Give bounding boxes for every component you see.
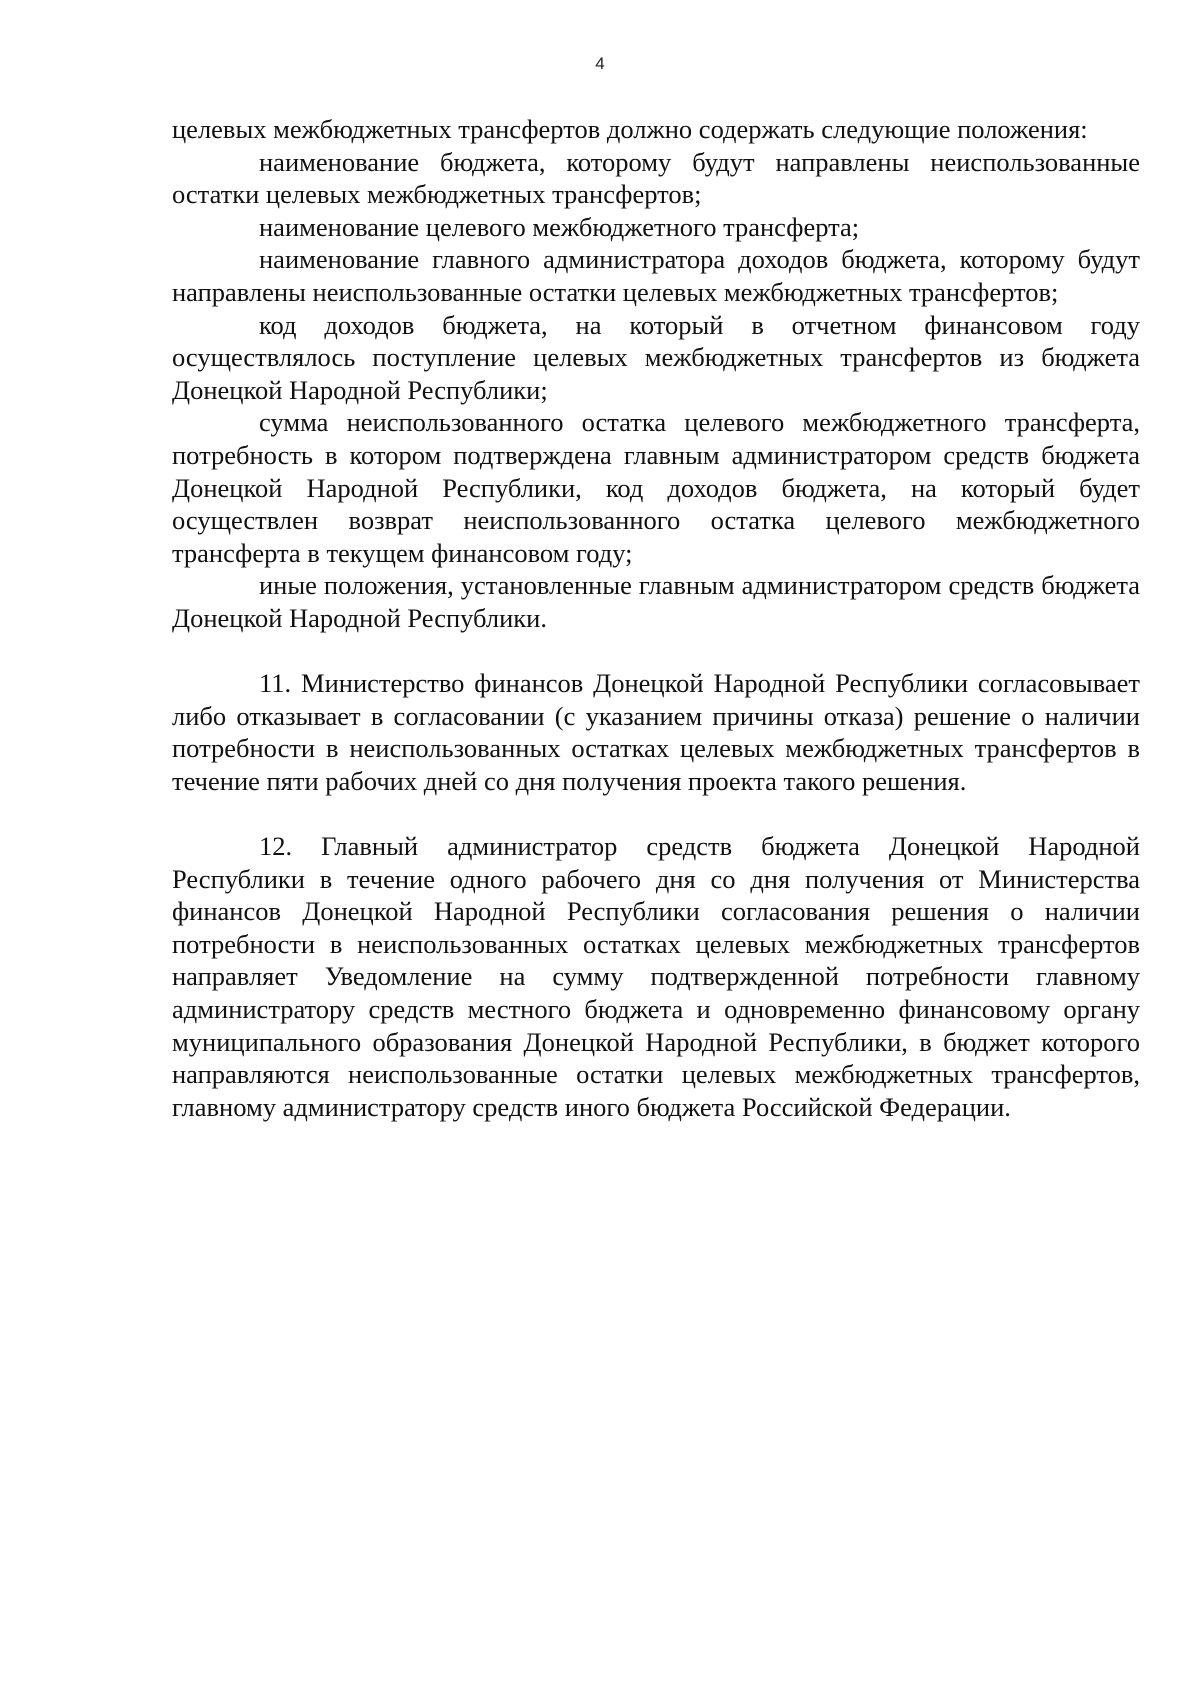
paragraph-item-income-code: код доходов бюджета, на который в отчетном финансовом году осуществлялось поступление целевых межбюджетных трансфертов из бюджета Донецкой Народной Республики;: [172, 309, 1140, 405]
paragraph-item-transfer-name: наименование целевого межбюджетного трансферта;: [259, 211, 860, 242]
paragraph-item-administrator-name: наименование главного администратора доходов бюджета, которому будут направлены неиспользованные остатки целевых межбюджетных трансфертов;: [172, 244, 1140, 307]
paragraph-item-budget-name: наименование бюджета, которому будут направлены неиспользованные остатки целевых межбюджетных трансфертов;: [172, 146, 1140, 210]
paragraph-clause-11: 11. Министерство финансов Донецкой Народной Республики согласовывает либо отказывает в согласовании (с указанием причины отказа) решение о наличии потребности в неиспользованных остатках целевых межбюджетных трансфертов в течение пяти рабочих дней со дня получения проекта такого решения.: [172, 668, 1140, 796]
page-number: 4: [595, 54, 605, 73]
paragraph-clause-12: 12. Главный администратор средств бюджета Донецкой Народной Республики в течение одного рабочего дня со дня получения от Министерства финансов Донецкой Народной Республики согласования решения о наличии потребности в неиспользованных остатках целевых межбюджетных трансфертов направляет Уведомление на сумму подтвержденной потребности главному администратору средств местного бюджета и одновременно финансовому органу муниципального образования Донецкой Народной Республики, в бюджет которого направляются неиспользованные остатки целевых межбюджетных трансфертов, главному администратору средств иного бюджета Российской Федерации.: [172, 831, 1140, 1122]
paragraph-item-unused-amount: сумма неиспользованного остатка целевого межбюджетного трансферта, потребность в котором подтверждена главным администратором средств бюджета Донецкой Народной Республики, код доходов бюджета, на который будет осуществлен возврат неиспользованного остатка целевого межбюджетного трансферта в текущем финансовом году;: [172, 407, 1140, 568]
paragraph-continuation: целевых межбюджетных трансфертов должно содержать следующие положения:: [172, 114, 1088, 144]
document-body: [172, 113, 1140, 1123]
paragraph-item-other-provisions: иные положения, установленные главным администратором средств бюджета Донецкой Народной Республики.: [172, 570, 1140, 633]
